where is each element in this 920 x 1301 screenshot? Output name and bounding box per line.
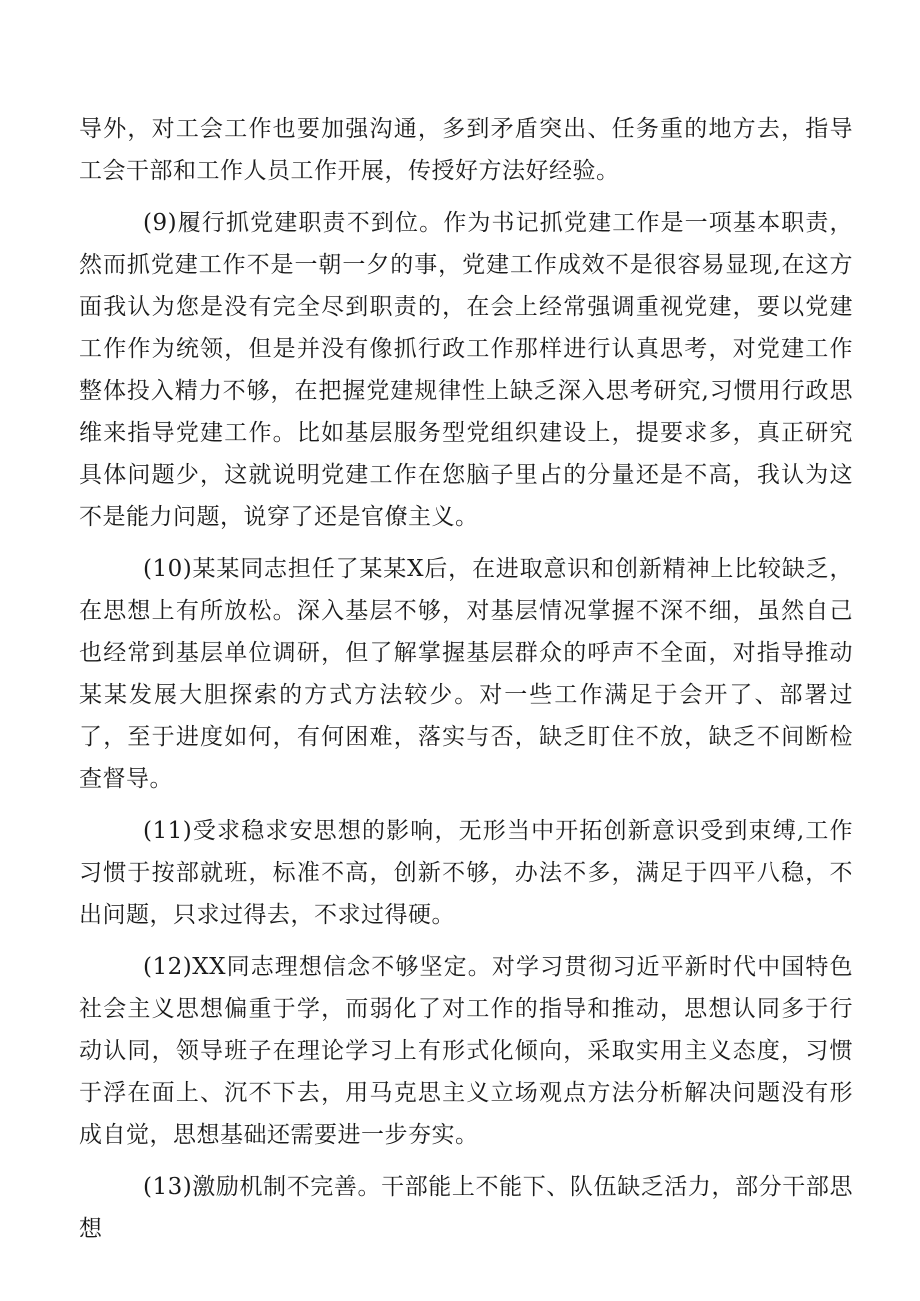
paragraph-item-10: (10)某某同志担任了某某X后，在进取意识和创新精神上比较缺乏，在思想上有所放松。深入基层不够，对基层情况掌握不深不细，虽然自己也经常到基层单位调研，但了解掌握基层群众的呼声不全面，对指导推动某某发展大胆探索的方式方法较少。对一些工作满足于会开了、部署过了，至于进度如何，有何困难，落实与否，缺乏盯住不放，缺乏不间断检查督导。 — [79, 556, 853, 792]
paragraph-item-12: (12)XX同志理想信念不够坚定。对学习贯彻习近平新时代中国特色社会主义思想偏重于学，而弱化了对工作的指导和推动，思想认同多于行动认同，领导班子在理论学习上有形式化倾向，采取实用主义态度，习惯于浮在面上、沉不下去，用马克思主义立场观点方法分析解决问题没有形成自觉，思想基础还需要进一步夯实。 — [79, 954, 853, 1148]
paragraph-continued: 导外，对工会工作也要加强沟通，多到矛盾突出、任务重的地方去，指导工会干部和工作人员工作开展，传授好方法好经验。 — [79, 116, 853, 184]
document-body — [79, 108, 853, 1260]
paragraph-item-9: (9)履行抓党建职责不到位。作为书记抓党建工作是一项基本职责，然而抓党建工作不是一朝一夕的事，党建工作成效不是很容易显现,在这方面我认为您是没有完全尽到职责的，在会上经常强调重视党建，要以党建工作作为统领，但是并没有像抓行政工作那样进行认真思考，对党建工作整体投入精力不够，在把握党建规律性上缺乏深入思考研究,习惯用行政思维来指导党建工作。比如基层服务型党组织建设上，提要求多，真正研究具体问题少，这就说明党建工作在您脑子里占的分量还是不高，我认为这不是能力问题，说穿了还是官僚主义。 — [79, 210, 853, 530]
paragraph-item-11: (11)受求稳求安思想的影响，无形当中开拓创新意识受到束缚,工作习惯于按部就班，标准不高，创新不够，办法不多，满足于四平八稳，不出问题，只求过得去，不求过得硬。 — [79, 818, 853, 928]
paragraph-item-13: (13)激励机制不完善。干部能上不能下、队伍缺乏活力，部分干部思想 — [79, 1174, 853, 1242]
